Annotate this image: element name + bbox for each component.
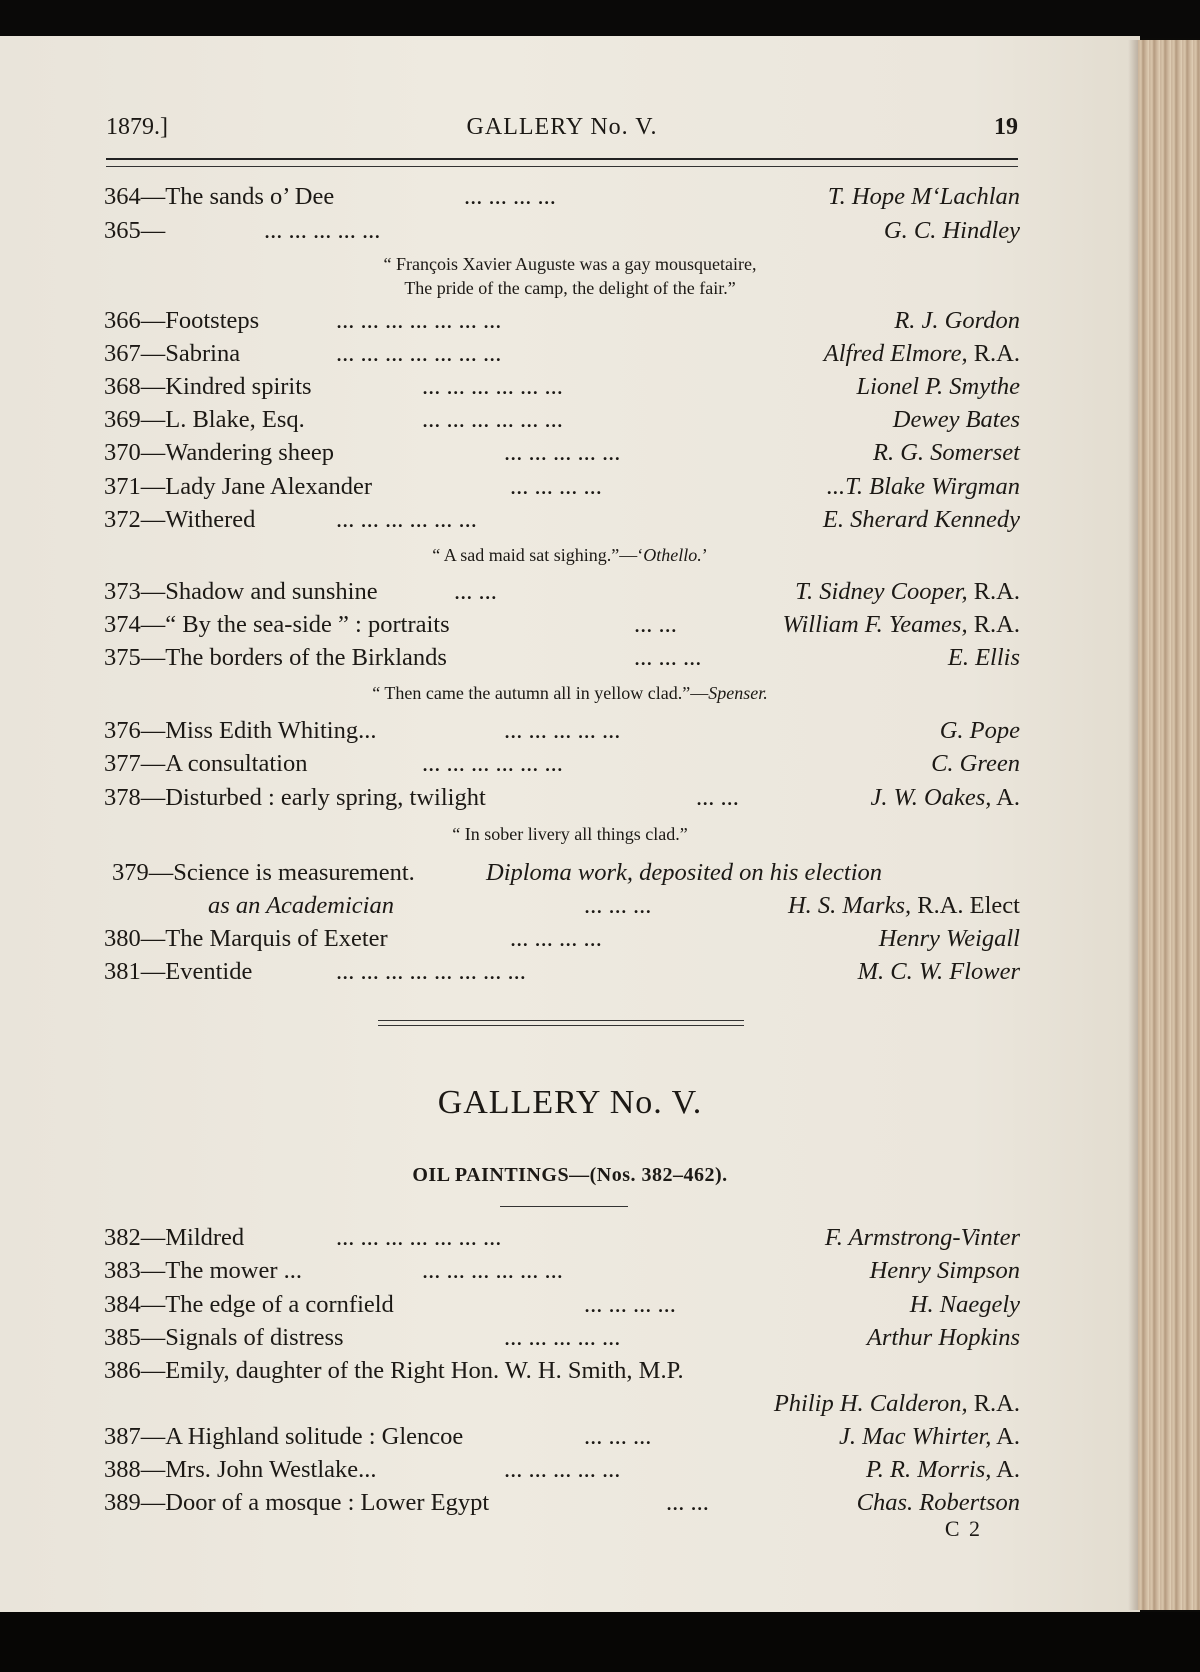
entry-title: 381—Eventide — [104, 958, 253, 985]
artist-suffix: R.A. — [967, 578, 1020, 605]
catalogue-entry — [104, 781, 1020, 814]
signature-mark: C 2 — [944, 1516, 982, 1541]
artist-suffix: A. — [991, 784, 1020, 811]
artist-name: T. Hope M‘Lachlan — [827, 183, 1020, 210]
artist-name: E. Sherard Kennedy — [822, 506, 1020, 533]
page-number: 19 — [994, 114, 1018, 140]
leader-dots: ... ... ... ... ... ... — [422, 750, 563, 777]
entry-note: Diploma work, deposited on his election — [486, 859, 883, 886]
leader-dots: ... ... ... ... ... — [264, 217, 381, 244]
artist-name: R. J. Gordon — [894, 307, 1020, 334]
entry-title: 368—Kindred spirits — [104, 373, 312, 400]
quotation — [0, 543, 1140, 567]
quotation — [0, 822, 1140, 846]
catalogue-entry — [104, 1221, 1020, 1254]
entry-title: 369—L. Blake, Esq. — [104, 406, 305, 433]
leader-dots: ... ... ... ... ... ... — [422, 406, 563, 433]
entry-title: 384—The edge of a cornfield — [104, 1291, 394, 1318]
catalogue-entry — [104, 180, 1020, 213]
entry-artist — [873, 436, 1020, 469]
book-page-edges — [1138, 40, 1200, 1610]
artist-suffix: A. — [991, 1456, 1020, 1483]
entry-title: 375—The borders of the Birklands — [104, 644, 447, 671]
artist-name: G. C. Hindley — [883, 217, 1020, 244]
quotation-source: Spenser. — [708, 683, 768, 703]
subtitle-rule — [500, 1206, 628, 1207]
entry-title: 386—Emily, daughter of the Right Hon. W. H. Smith, M.P. — [104, 1357, 684, 1384]
leader-dots: ... ... ... ... ... — [504, 1324, 621, 1351]
artist-name: Alfred Elmore, — [823, 340, 968, 367]
entry-artist — [867, 1321, 1020, 1354]
section-title: GALLERY No. V. — [437, 1084, 703, 1121]
artist-name: Dewey Bates — [892, 406, 1020, 433]
catalogue-entry — [104, 1254, 1020, 1287]
scan-bottom-border — [0, 1612, 1200, 1672]
leader-dots: ... ... ... — [584, 1423, 652, 1450]
entry-artist — [879, 922, 1020, 955]
header-rule — [106, 158, 1018, 167]
entry-artist — [824, 337, 1020, 370]
artist-name: J. Mac Whirter, — [838, 1423, 992, 1450]
entry-artist — [866, 1453, 1020, 1486]
artist-name: Lionel P. Smythe — [856, 373, 1020, 400]
running-head-title: GALLERY No. V. — [466, 114, 658, 140]
entry-title: 374—“ By the sea-side ” : portraits — [104, 611, 450, 638]
entry-title: 385—Signals of distress — [104, 1324, 344, 1351]
artist-name: H. Naegely — [909, 1291, 1020, 1318]
quotation — [0, 252, 1140, 300]
artist-name: T. Sidney Cooper, — [795, 578, 968, 605]
artist-name: Arthur Hopkins — [866, 1324, 1020, 1351]
leader-dots: ... ... ... ... — [464, 183, 556, 210]
catalogue-entry — [104, 1321, 1020, 1354]
running-head — [106, 114, 1018, 146]
artist-name: J. W. Oakes, — [870, 784, 992, 811]
artist-name: ...T. Blake Wirgman — [826, 473, 1020, 500]
entry-title: 380—The Marquis of Exeter — [104, 925, 388, 952]
entry-title: 376—Miss Edith Whiting... — [104, 717, 377, 744]
leader-dots: ... ... ... — [584, 892, 652, 919]
catalogue-entry — [104, 922, 1020, 955]
entry-artist — [823, 503, 1020, 536]
quotation-line: The pride of the camp, the delight of the fair.” — [404, 278, 736, 298]
leader-dots: ... ... — [454, 578, 497, 605]
section-divider — [378, 1020, 744, 1026]
artist-suffix: R.A. — [967, 1390, 1020, 1417]
entry-artist — [931, 747, 1020, 780]
leader-dots: ... ... ... ... — [584, 1291, 676, 1318]
entry-note-continued: as an Academician — [208, 892, 394, 919]
catalogue-entry — [104, 370, 1020, 403]
entry-title: 371—Lady Jane Alexander — [104, 473, 373, 500]
artist-name: Chas. Robertson — [856, 1489, 1020, 1516]
entry-artist — [858, 955, 1020, 988]
artist-name: M. C. W. Flower — [857, 958, 1020, 985]
entry-artist — [856, 370, 1020, 403]
leader-dots: ... ... ... ... ... ... — [336, 506, 477, 533]
entry-title: 383—The mower ... — [104, 1257, 302, 1284]
artist-suffix: R.A. Elect — [911, 892, 1020, 919]
entry-artist — [788, 889, 1020, 922]
catalogue-entry — [104, 1486, 1020, 1519]
entry-title: 389—Door of a mosque : Lower Egypt — [104, 1489, 490, 1516]
leader-dots: ... ... ... ... ... — [504, 717, 621, 744]
entry-artist — [827, 470, 1020, 503]
leader-dots: ... ... ... ... ... — [504, 439, 621, 466]
catalogue-entry — [104, 1420, 1020, 1453]
entry-title: 379—Science is measurement. — [112, 859, 415, 886]
entry-artist — [857, 1486, 1020, 1519]
catalogue-entry — [104, 747, 1020, 780]
artist-name: Philip H. Calderon, — [773, 1390, 968, 1417]
catalogue-entry — [104, 1453, 1020, 1486]
quotation — [0, 681, 1140, 705]
section-subtitle: OIL PAINTINGS—(Nos. 382–462). — [412, 1164, 728, 1186]
leader-dots: ... ... ... ... — [510, 473, 602, 500]
catalogue-entry — [104, 503, 1020, 536]
catalogue-entry — [104, 641, 1020, 674]
leader-dots: ... ... ... ... — [510, 925, 602, 952]
entry-artist — [870, 1254, 1020, 1287]
quotation-close: ’ — [701, 545, 708, 565]
quotation-line: “ François Xavier Auguste was a gay mousquetaire, — [383, 254, 757, 274]
entry-artist — [871, 781, 1020, 814]
catalogue-entry — [104, 337, 1020, 370]
leader-dots: ... ... ... ... ... ... ... — [336, 1224, 502, 1251]
catalogue-entry — [104, 714, 1020, 747]
artist-name: G. Pope — [939, 717, 1020, 744]
entry-title: 367—Sabrina — [104, 340, 241, 367]
entry-artist — [828, 180, 1020, 213]
entry-title: 387—A Highland solitude : Glencoe — [104, 1423, 464, 1450]
artist-suffix: A. — [991, 1423, 1020, 1450]
entry-artist — [782, 608, 1020, 641]
leader-dots: ... ... ... ... ... ... — [422, 373, 563, 400]
entry-title: 373—Shadow and sunshine — [104, 578, 378, 605]
catalogue-entry — [104, 470, 1020, 503]
entry-artist — [774, 1387, 1020, 1420]
leader-dots: ... ... ... ... ... ... ... — [336, 340, 502, 367]
catalogue-entry — [104, 436, 1020, 469]
running-head-year: 1879.] — [106, 114, 168, 140]
artist-name: Henry Simpson — [869, 1257, 1020, 1284]
entry-artist — [894, 304, 1020, 337]
quotation-text: “ Then came the autumn all in yellow clad.”— — [372, 683, 709, 703]
catalogue-entry — [104, 955, 1020, 988]
leader-dots: ... ... ... ... ... ... ... ... — [336, 958, 526, 985]
leader-dots: ... ... — [634, 611, 677, 638]
artist-name: P. R. Morris, — [865, 1456, 992, 1483]
leader-dots: ... ... — [666, 1489, 709, 1516]
quotation-text: “ In sober livery all things clad.” — [452, 824, 688, 844]
catalogue-entry — [104, 403, 1020, 436]
artist-name: William F. Yeames, — [782, 611, 968, 638]
artist-name: H. S. Marks, — [787, 892, 912, 919]
catalogue-entry — [104, 304, 1020, 337]
catalogue-entry-continued — [104, 1387, 1020, 1420]
artist-name: R. G. Somerset — [873, 439, 1020, 466]
entry-title: 388—Mrs. John Westlake... — [104, 1456, 377, 1483]
entry-title: 365— — [104, 217, 166, 244]
entry-title: 372—Withered — [104, 506, 256, 533]
entry-artist — [795, 575, 1020, 608]
artist-name: F. Armstrong-Vinter — [824, 1224, 1020, 1251]
entry-title: 382—Mildred — [104, 1224, 245, 1251]
leader-dots: ... ... ... ... ... ... — [422, 1257, 563, 1284]
quotation-text: “ A sad maid sat sighing.”—‘ — [432, 545, 644, 565]
entry-title: 364—The sands o’ Dee — [104, 183, 335, 210]
entry-title: 370—Wandering sheep — [104, 439, 335, 466]
leader-dots: ... ... ... — [634, 644, 702, 671]
leader-dots: ... ... — [696, 784, 739, 811]
entry-title: 366—Footsteps — [104, 307, 260, 334]
entry-artist — [839, 1420, 1020, 1453]
artist-suffix: R.A. — [967, 340, 1020, 367]
artist-name: Henry Weigall — [878, 925, 1020, 952]
leader-dots: ... ... ... ... ... ... ... — [336, 307, 502, 334]
catalogue-entry — [104, 575, 1020, 608]
entry-artist — [825, 1221, 1020, 1254]
leader-dots: ... ... ... ... ... — [504, 1456, 621, 1483]
catalogue-entry — [104, 1354, 1020, 1387]
entry-artist — [893, 403, 1020, 436]
entry-title: 378—Disturbed : early spring, twilight — [104, 784, 486, 811]
entry-artist — [910, 1288, 1020, 1321]
catalogue-entry — [104, 214, 1020, 247]
quotation-source: Othello. — [643, 545, 702, 565]
catalogue-entry-continued — [104, 889, 1020, 922]
scan-top-border — [0, 0, 1200, 38]
entry-artist — [884, 214, 1020, 247]
entry-artist — [948, 641, 1020, 674]
catalogue-entry — [104, 608, 1020, 641]
catalogue-entry — [104, 856, 1020, 889]
catalogue-entry — [104, 1288, 1020, 1321]
artist-name: C. Green — [931, 750, 1020, 777]
entry-title: 377—A consultation — [104, 750, 308, 777]
artist-suffix: R.A. — [967, 611, 1020, 638]
entry-artist — [940, 714, 1020, 747]
artist-name: E. Ellis — [947, 644, 1020, 671]
